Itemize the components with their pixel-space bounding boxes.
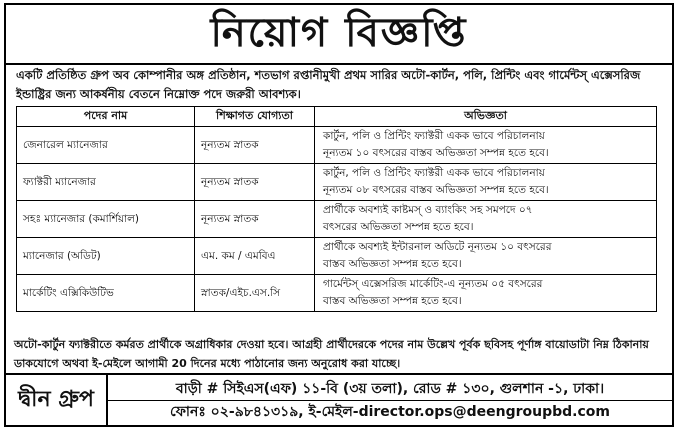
experience-line: বৎসরের অভিজ্ঞতা সম্পন্ন হতে হবে। (323, 221, 474, 233)
post-name: ফ্যাক্টরী ম্যানেজার (17, 164, 195, 201)
experience-line: প্রার্থীকে অবশ্যই কাষ্টমস্ ও ব্যাংকিং সহ সমপদে ০৭ (323, 204, 533, 216)
table-row (17, 238, 657, 275)
contact-details (108, 375, 672, 425)
post-name: ম্যানেজার (অডিট) (17, 238, 195, 275)
phone-email: ফোনঃ ০২-৯৮৪১৩১৯, ই-মেইল-director.ops@deengroupbd.com (170, 403, 610, 420)
experience (315, 275, 657, 312)
education: এম. কম / এমবিএ (195, 238, 315, 275)
job-advertisement (4, 3, 674, 427)
education: নূন্যতম স্নাতক (195, 164, 315, 201)
experience (315, 238, 657, 275)
application-instructions: অটো-কার্টুন ফ্যাক্টরীতে কর্মরত প্রার্থীকে অগ্রাধিকার দেওয়া হবে। আগ্রহী প্রার্থীদেরকে পদের নাম উল্লেখ পূর্বক ছবিসহ পূর্ণাঙ্গ বায়োডাটা নিম্ন ঠিকানায় ডাকযোগে অথবা ই-মেইলে আগামী 20 দিনের মধ্যে পাঠানোর জন্য অনুরোধ করা যাচ্ছে। (14, 338, 649, 370)
experience (315, 201, 657, 238)
ad-title: নিয়োগ বিজ্ঞপ্তি (6, 5, 672, 65)
experience-line: নূন্যতম ১০ বৎসরের বাস্তব অভিজ্ঞতা সম্পন্ন হতে হবে। (323, 147, 549, 159)
post-name: মার্কেটিং এক্সিকিউটিভ (17, 275, 195, 312)
post-name: সহঃ ম্যানেজার (কমার্শিয়াল) (17, 201, 195, 238)
table-header-row (17, 107, 657, 127)
experience (315, 127, 657, 164)
table-row (17, 127, 657, 164)
col-header-experience: অভিজ্ঞতা (315, 107, 657, 127)
intro-text: একটি প্রতিষ্ঠিত গ্রুপ অব কোম্পানীর অঙ্গ প্রতিষ্ঠান, শতভাগ রপ্তানীমুখী প্রথম সারির অটো-কার্টন, পলি, প্রিন্টিং এবং গার্মেন্টস্ এক্সেসরিজ ইন্ডাষ্ট্রির জন্য আকর্ষনীয় বেতনে নিম্নোক্ত পদে জরুরী আবশ্যক। (16, 68, 641, 101)
experience-line: গার্মেন্টস্ এক্সেসরিজ মার্কেটিং-এ নূন্যতম ০৫ বৎসরের (323, 278, 543, 290)
experience-line: নূন্যতম ০৮ বৎসরের বাস্তব অভিজ্ঞতা সম্পন্ন হতে হবে। (323, 184, 549, 196)
education: স্নাতক/এইচ.এস.সি (195, 275, 315, 312)
experience-line: বাস্তব অভিজ্ঞতা সম্পন্ন হতে হবে। (323, 258, 462, 270)
company-logo: দ্বীন গ্রুপ (6, 375, 108, 425)
table-row (17, 201, 657, 238)
company-address: বাড়ী # সিইএস(এফ) ১১-বি (৩য় তলা), রোড # ১৩০, গুলশান -১, ঢাকা। (108, 378, 672, 401)
table-row (17, 164, 657, 201)
col-header-post: পদের নাম (17, 107, 195, 127)
experience (315, 164, 657, 201)
contact-footer (6, 373, 672, 425)
experience-line: প্রার্থীকে অবশ্যই ইন্টারনাল অডিটে নূন্যতম ১০ বৎসরের (323, 241, 552, 253)
education: নূন্যতম স্নাতক (195, 201, 315, 238)
col-header-education: শিক্ষাগত যোগ্যতা (195, 107, 315, 127)
experience-line: বাস্তব অভিজ্ঞতা সম্পন্ন হতে হবে। (323, 295, 462, 307)
post-name: জেনারেল ম্যানেজার (17, 127, 195, 164)
experience-line: কার্টুন, পলি ও প্রিন্টিং ফ্যাক্টরী একক ভাবে পরিচালনায় (323, 130, 545, 142)
experience-line: কার্টুন, পলি ও প্রিন্টিং ফ্যাক্টরী একক ভাবে পরিচালনায় (323, 167, 545, 179)
education: নূন্যতম স্নাতক (195, 127, 315, 164)
table-row (17, 275, 657, 312)
job-table (16, 106, 657, 312)
